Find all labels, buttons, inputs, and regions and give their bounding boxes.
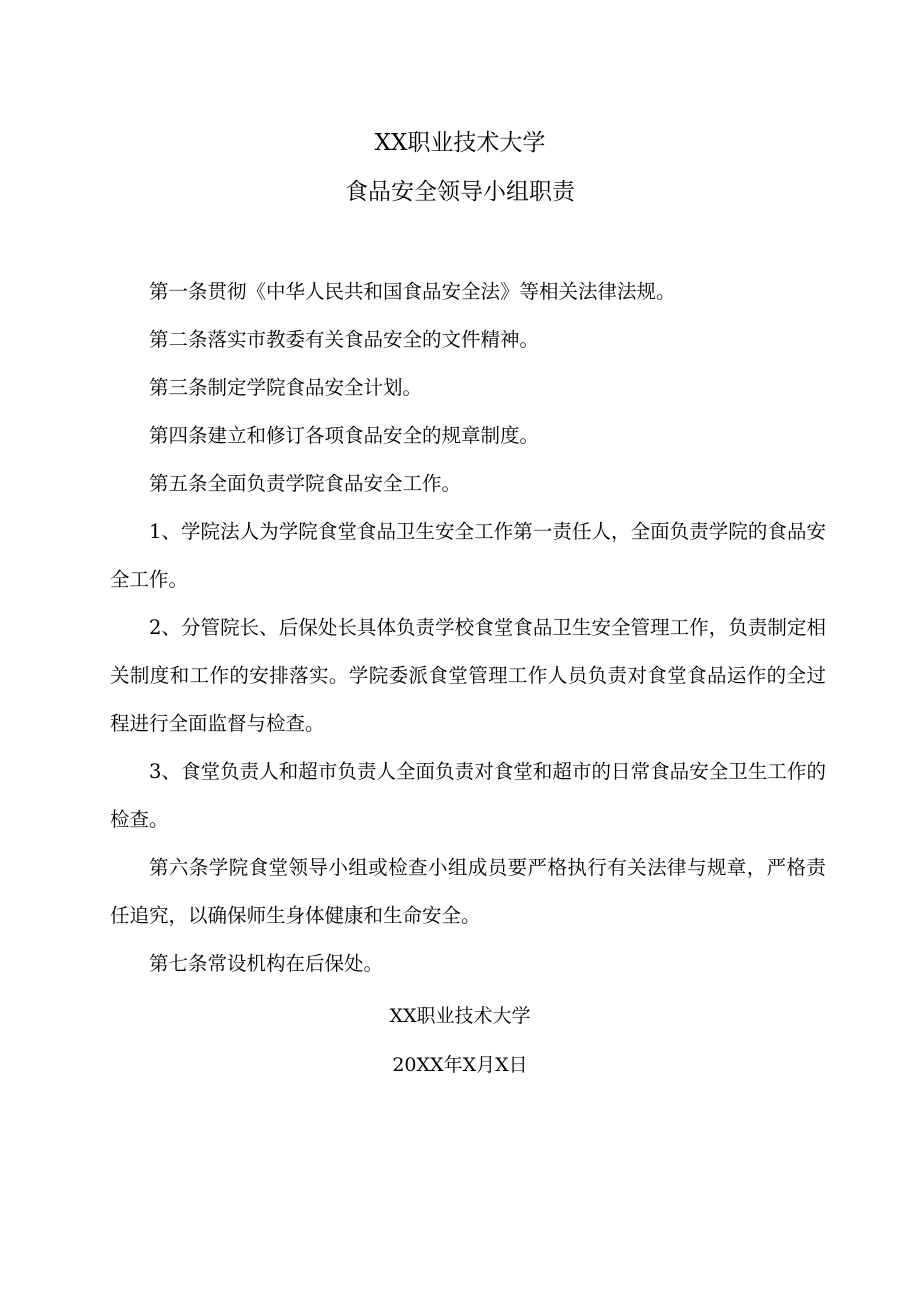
document-subtitle: 食品安全领导小组职责 [345, 179, 575, 205]
article-2: 第二条落实市教委有关食品安全的文件精神。 [149, 328, 540, 351]
article-7: 第七条常设机构在后保处。 [149, 952, 384, 975]
document-title: XX职业技术大学 [374, 130, 546, 156]
signature-date: 20XX年X月X日 [392, 1054, 528, 1076]
article-4: 第四条建立和修订各项食品安全的规章制度。 [149, 424, 540, 447]
article-5-item-2: 2、分管院长、后保处长具体负责学校食堂食品卫生安全管理工作，负责制定相关制度和工作的安排落实。学院委派食堂管理工作人员负责对食堂食品运作的全过程进行全面监督与检查。 [110, 616, 826, 735]
article-3: 第三条制定学院食品安全计划。 [149, 376, 423, 399]
article-5-item-3: 3、食堂负责人和超市负责人全面负责对食堂和超市的日常食品安全卫生工作的检查。 [110, 760, 826, 831]
article-5-item-1: 1、学院法人为学院食堂食品卫生安全工作第一责任人，全面负责学院的食品安全工作。 [110, 520, 826, 591]
article-6: 第六条学院食堂领导小组或检查小组成员要严格执行有关法律与规章，严格责任追究，以确保师生身体健康和生命安全。 [110, 856, 826, 927]
article-1: 第一条贯彻《中华人民共和国食品安全法》等相关法律法规。 [149, 280, 676, 303]
signature-organization: XX职业技术大学 [389, 1005, 531, 1027]
article-5: 第五条全面负责学院食品安全工作。 [149, 472, 462, 495]
document-body [110, 268, 826, 988]
